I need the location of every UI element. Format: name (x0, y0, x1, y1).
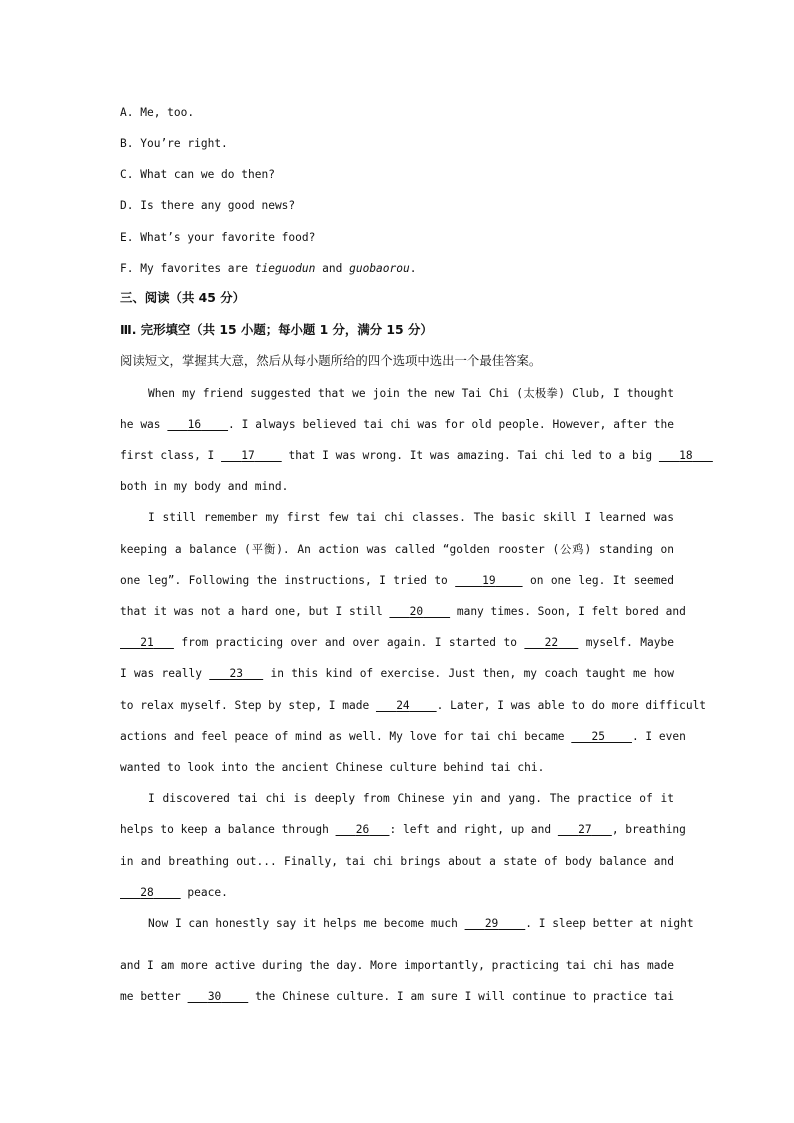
passage-line (120, 761, 674, 775)
passage-text: , breathing (611, 823, 686, 836)
passage-text: in this kind of exercise. Just then, my coach taught me how (270, 667, 674, 680)
blank-16[interactable]: 16 (187, 418, 202, 431)
passage-line (148, 511, 674, 525)
option-f (120, 262, 674, 276)
passage-line (120, 636, 674, 650)
passage-text: that it was not a hard one, but I still (120, 605, 383, 618)
subsection-title: Ⅲ. 完形填空（共 15 小题；每小题 1 分，满分 15 分） (120, 322, 433, 337)
passage-text: keeping a balance (平衡). An action was called “golden rooster (公鸡) standing on (120, 543, 674, 556)
blank-22[interactable]: 22 (544, 636, 559, 649)
passage-text: . I always believed tai chi was for old people. However, after the (228, 418, 674, 431)
option-b (120, 137, 674, 151)
blank-30[interactable]: 30 (207, 990, 222, 1003)
option-text: What can we do then? (140, 168, 275, 181)
option-text: Is there any good news? (140, 199, 296, 212)
option-text: Me, too. (140, 106, 195, 119)
passage-line (120, 418, 674, 432)
section-title: 三、阅读（共 45 分） (120, 290, 245, 305)
passage-line (120, 990, 674, 1004)
passage-line (120, 886, 674, 900)
option-text: and (322, 262, 343, 275)
passage-line (148, 792, 674, 806)
passage-text: one leg”. Following the instructions, I tried to (120, 574, 448, 587)
option-d (120, 199, 674, 213)
passage-line (148, 387, 674, 401)
option-text: . (409, 262, 417, 275)
passage-text: from practicing over and over again. I started to (181, 636, 517, 649)
option-text: You’re right. (140, 137, 228, 150)
passage-text: I was really (120, 667, 202, 680)
passage-text: myself. Maybe (585, 636, 674, 649)
passage-text: both in my body and mind. (120, 480, 289, 493)
passage-text: on one leg. It seemed (529, 574, 674, 587)
blank-29[interactable]: 29 (484, 917, 499, 930)
passage-text: peace. (187, 886, 228, 899)
passage-text: . I sleep better at night (525, 917, 694, 930)
passage-line (120, 823, 686, 837)
option-e (120, 231, 674, 245)
option-text: My favorites are (140, 262, 249, 275)
passage-text: . I even (631, 730, 686, 743)
blank-17[interactable]: 17 (241, 449, 255, 462)
blank-20[interactable]: 20 (409, 605, 424, 618)
passage-text: that I was wrong. It was amazing. Tai chi led to a big (288, 449, 653, 462)
passage-text: actions and feel peace of mind as well. My love for tai chi became (120, 730, 565, 743)
passage-text: to relax myself. Step by step, I made (120, 699, 370, 712)
passage-text: : left and right, up and (389, 823, 552, 836)
option-letter: D. (120, 199, 134, 212)
passage-text: helps to keep a balance through (120, 823, 329, 836)
blank-18[interactable]: 18 (679, 449, 693, 462)
blank-23[interactable]: 23 (229, 667, 243, 680)
option-word: guobaorou (349, 262, 410, 275)
passage-text: . Later, I was able to do more difficult (436, 699, 707, 712)
blank-24[interactable]: 24 (396, 699, 410, 712)
blank-25[interactable]: 25 (591, 730, 605, 743)
option-letter: A. (120, 106, 134, 119)
passage-text: Now I can honestly say it helps me become much (148, 917, 458, 930)
passage-text: in and breathing out... Finally, tai chi brings about a state of body balance and (120, 855, 674, 868)
blank-19[interactable]: 19 (482, 574, 496, 587)
passage-text: me better (120, 990, 181, 1003)
passage-line (120, 574, 674, 588)
option-letter: B. (120, 137, 134, 150)
passage-text: many times. Soon, I felt bored and (456, 605, 686, 618)
option-text: What’s your favorite food? (140, 231, 316, 244)
passage-line (120, 449, 693, 463)
passage-line (120, 699, 707, 713)
passage-text: he was (120, 418, 161, 431)
passage-line (120, 480, 674, 494)
passage-text: I discovered tai chi is deeply from Chinese yin and yang. The practice of it (148, 792, 674, 805)
passage-line (120, 855, 674, 869)
blank-27[interactable]: 27 (578, 823, 592, 836)
blank-26[interactable]: 26 (355, 823, 370, 836)
passage-line (120, 959, 674, 973)
option-letter: F. (120, 262, 134, 275)
passage-line (120, 667, 674, 681)
blank-21[interactable]: 21 (140, 636, 154, 649)
option-word: tieguodun (254, 262, 316, 275)
option-letter: C. (120, 168, 134, 181)
passage-text: first class, I (120, 449, 215, 462)
passage-line (120, 543, 674, 557)
passage-text: When my friend suggested that we join the new Tai Chi (太极拳) Club, I thought (148, 387, 674, 400)
passage-text: wanted to look into the ancient Chinese culture behind tai chi. (120, 761, 545, 774)
option-letter: E. (120, 231, 134, 244)
passage-line (120, 605, 686, 619)
passage-text: and I am more active during the day. More importantly, practicing tai chi has made (120, 959, 674, 972)
passage-text: the Chinese culture. I am sure I will continue to practice tai (255, 990, 674, 1003)
blank-28[interactable]: 28 (140, 886, 154, 899)
option-a (120, 106, 674, 120)
passage-line (148, 917, 694, 931)
passage-text: I still remember my first few tai chi classes. The basic skill I learned was (148, 511, 674, 524)
option-c (120, 168, 674, 182)
instruction: 阅读短文，掌握其大意，然后从每小题所给的四个选项中选出一个最佳答案。 (120, 353, 542, 368)
passage-line (120, 730, 686, 744)
